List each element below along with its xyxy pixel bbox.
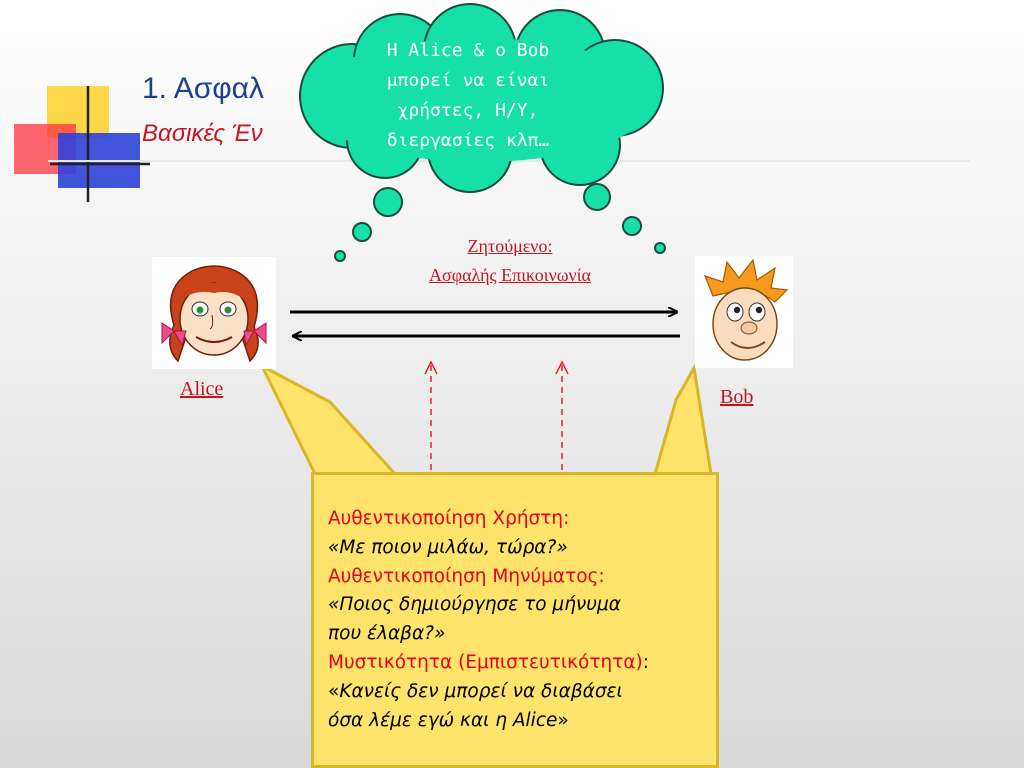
cloud-line: διεργασίες κλπ… — [386, 130, 550, 151]
alice-label[interactable]: Alice — [180, 378, 224, 400]
security-requirements-callout — [311, 472, 719, 768]
alice-avatar — [152, 257, 276, 369]
goal-text[interactable] — [390, 232, 630, 290]
dashed-pointers — [425, 362, 568, 470]
message-authentication-quote-cont: που έλαβα?» — [328, 623, 446, 645]
cloud-line: Η Alice & ο Bob — [386, 40, 550, 61]
quote-close: » — [557, 709, 569, 731]
confidentiality-quote: Κανείς δεν μπορεί να διαβάσει — [339, 680, 623, 702]
quote-open: « — [328, 680, 340, 702]
goal-value[interactable]: Ασφαλής Επικοινωνία — [429, 265, 591, 285]
confidentiality-colon: : — [642, 651, 649, 673]
bob-label[interactable]: Bob — [720, 386, 754, 408]
callout-tail — [262, 366, 712, 480]
confidentiality-quote-row — [328, 678, 704, 707]
bob-avatar — [695, 256, 793, 368]
cloud-line: χρήστες, Η/Υ, — [397, 100, 539, 121]
user-authentication-quote: «Με ποιον μιλάω, τώρα?» — [328, 536, 568, 558]
slide-subtitle: Βασικές Έν — [142, 120, 263, 147]
confidentiality-row — [328, 649, 704, 678]
slide-title: 1. Ασφαλ — [142, 72, 265, 105]
confidentiality-quote-row-2 — [328, 707, 704, 736]
message-authentication-label: Αυθεντικοποίηση Μηνύματος: — [328, 565, 605, 587]
cloud-line: μπορεί να είναι — [386, 70, 550, 91]
message-authentication-quote: «Ποιος δημιούργησε το μήνυμα — [328, 594, 621, 616]
thought-cloud-text — [358, 36, 578, 156]
user-authentication-label: Αυθεντικοποίηση Χρήστη: — [328, 508, 570, 529]
confidentiality-quote-cont: όσα λέμε εγώ και η Alice — [328, 709, 558, 731]
goal-heading[interactable]: Ζητούμενο: — [467, 236, 553, 256]
confidentiality-label: Μυστικότητα (Εμπιστευτικότητα) — [328, 651, 643, 673]
